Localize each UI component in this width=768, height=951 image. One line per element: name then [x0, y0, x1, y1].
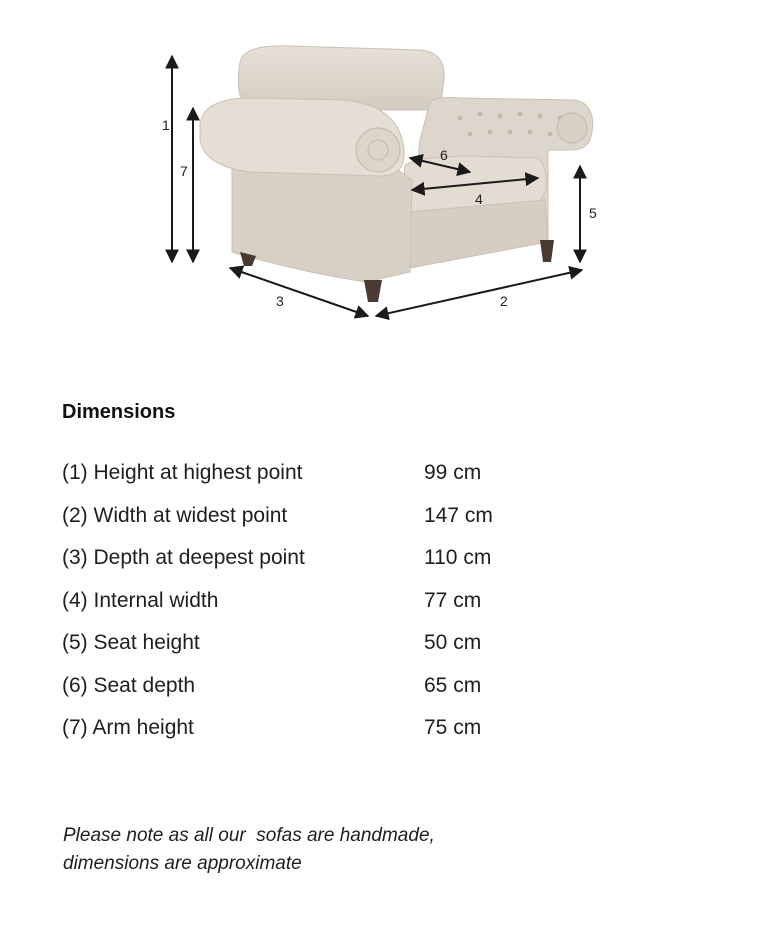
dimension-row [62, 707, 542, 750]
label-4: 4 [475, 191, 483, 207]
dimension-value: 50 cm [424, 631, 482, 655]
dimension-label: (1) Height at highest point [62, 461, 303, 485]
label-6: 6 [440, 147, 448, 163]
armchair-illustration [0, 0, 768, 370]
dimension-value: 147 cm [424, 503, 493, 527]
dimension-label: (2) Width at widest point [62, 503, 288, 527]
dimension-row [62, 452, 542, 495]
dimension-row [62, 537, 542, 580]
dimension-row [62, 580, 542, 623]
dimension-row [62, 495, 542, 538]
dimension-row [62, 622, 542, 665]
dimension-value: 99 cm [424, 461, 482, 485]
dimension-label: (6) Seat depth [62, 673, 196, 697]
dimension-value: 75 cm [424, 716, 482, 740]
dimension-value: 110 cm [424, 546, 492, 570]
dimension-row [62, 665, 542, 708]
arrow-width [376, 270, 582, 316]
dimension-label: (5) Seat height [62, 631, 200, 655]
note-line-2: dimensions are approximate [63, 853, 302, 874]
dimension-label: (4) Internal width [62, 588, 219, 612]
dimension-value: 65 cm [424, 673, 482, 697]
label-1: 1 [162, 117, 170, 133]
note-line-1: Please note as all our sofas are handmade, [63, 825, 435, 846]
label-5: 5 [589, 205, 597, 221]
label-7: 7 [180, 163, 188, 179]
label-2: 2 [500, 293, 508, 309]
dimension-label: (7) Arm height [62, 716, 194, 740]
dimensions-heading: Dimensions [62, 401, 176, 423]
label-3: 3 [276, 293, 284, 309]
handmade-note [63, 822, 623, 878]
armchair-dimension-diagram [0, 0, 768, 370]
dimensions-list [62, 452, 542, 750]
dimension-value: 77 cm [424, 588, 482, 612]
dimension-label: (3) Depth at deepest point [62, 546, 305, 570]
